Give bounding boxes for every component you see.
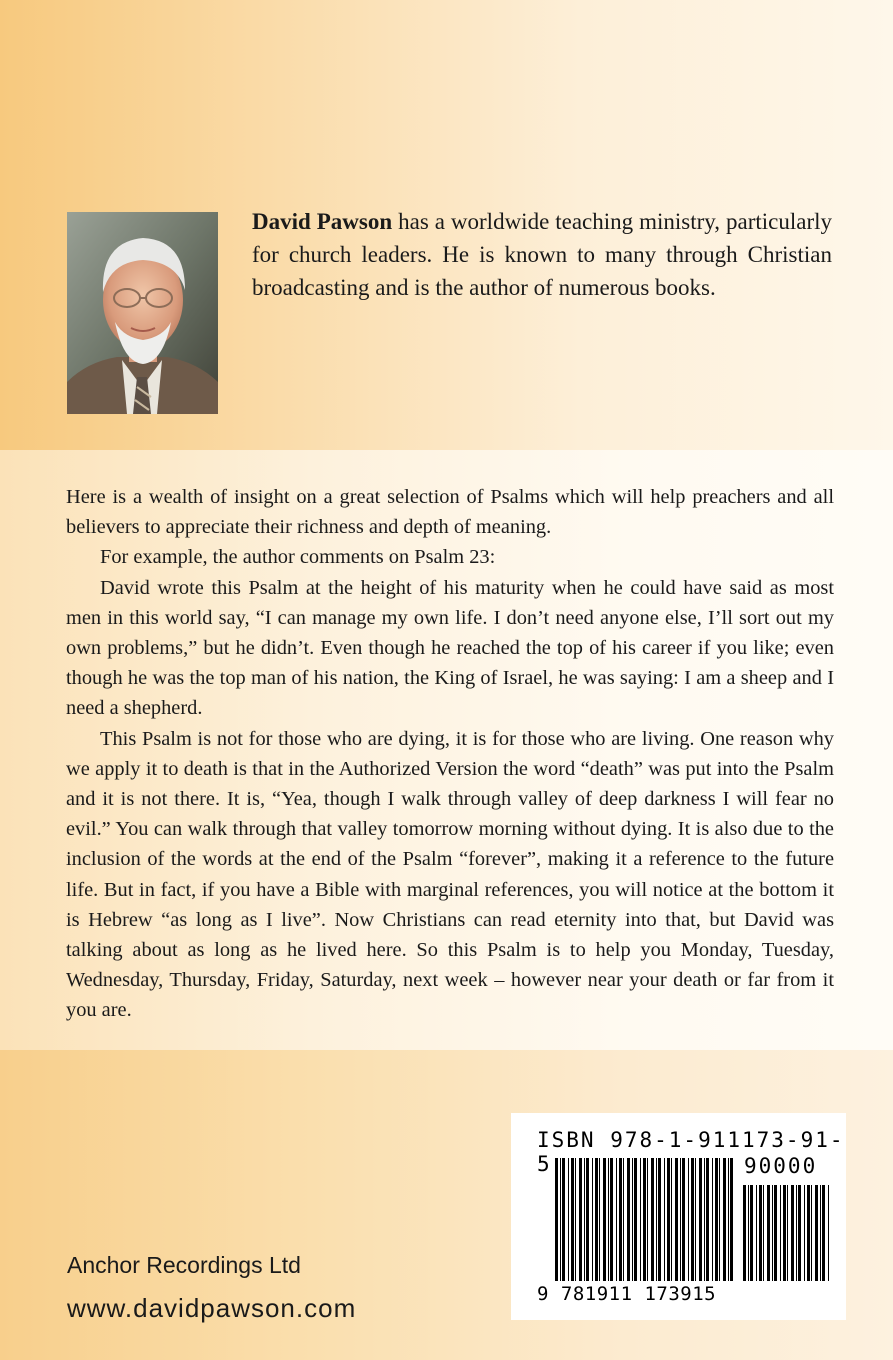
isbn-label: ISBN 978-1-911173-91-5 — [537, 1128, 845, 1176]
barcode-bar — [695, 1158, 696, 1281]
barcode-bar — [691, 1158, 694, 1281]
barcode-bar — [680, 1158, 681, 1281]
barcode-bar — [699, 1158, 702, 1281]
book-blurb — [66, 482, 834, 1026]
barcode-bar — [804, 1185, 805, 1281]
barcode-bar — [748, 1185, 749, 1281]
barcode-bar — [632, 1158, 633, 1281]
barcode-bar — [579, 1158, 582, 1281]
barcode-bar — [651, 1158, 654, 1281]
barcode-bar — [586, 1158, 589, 1281]
price-code: 90000 — [744, 1154, 818, 1178]
barcode-bar — [603, 1158, 606, 1281]
ean-digits: 9 781911 173915 — [537, 1283, 717, 1305]
publisher-name: Anchor Recordings Ltd — [67, 1252, 301, 1278]
barcode-bar — [780, 1185, 781, 1281]
barcode-bar — [619, 1158, 622, 1281]
website-url: www.davidpawson.com — [67, 1293, 357, 1323]
barcode-bar — [820, 1185, 821, 1281]
barcode-bar — [798, 1185, 801, 1281]
barcode-bar — [592, 1158, 593, 1281]
barcode-bar — [571, 1158, 574, 1281]
barcode-bar — [671, 1158, 672, 1281]
author-bio-text: has a worldwide teaching ministry, particularly for church leaders. He is known to many through Christian broadcasting and is the author of numerous books. — [252, 209, 832, 300]
barcode-bar — [584, 1158, 585, 1281]
blurb-paragraph-1: Here is a wealth of insight on a great selection of Psalms which will help preachers and all believers to appreciate their richness and depth of meaning. — [66, 486, 834, 539]
barcode-bar — [610, 1158, 613, 1281]
barcode-bar — [719, 1158, 720, 1281]
barcode-bar — [759, 1185, 762, 1281]
barcode-bar — [822, 1185, 825, 1281]
barcode-bar — [811, 1185, 812, 1281]
barcode-bar — [599, 1158, 600, 1281]
barcode-bar — [575, 1158, 576, 1281]
barcode-bar — [750, 1185, 753, 1281]
barcode-bar — [815, 1185, 818, 1281]
barcode-bar — [664, 1158, 665, 1281]
blurb-paragraph-2: For example, the author comments on Psalm 23: — [100, 546, 496, 569]
barcode-bar — [712, 1158, 713, 1281]
barcode-bar — [675, 1158, 678, 1281]
barcode-bar — [728, 1158, 729, 1281]
barcode-bar — [791, 1185, 794, 1281]
barcode-bar — [772, 1185, 773, 1281]
author-bio — [252, 205, 832, 304]
blurb-paragraph-4: This Psalm is not for those who are dying, it is for those who are living. One reason why we apply it to death is that in the Authorized Version the word “death” was put into the Psalm and it is not there. It is, “Yea, though I walk through valley of deep darkness I will fear no evil.” You can walk through that valley tomorrow morning without dying. It is also due to the inclusion of the words at the end of the Psalm “forever”, making it a reference to the future life. But in fact, if you have a Bible with marginal references, you will notice at the bottom it is Hebrew “as long as I live”. Now Christians can read eternity into that, but David was talking about as long as he lived here. So this Psalm is to help you Monday, Tuesday, Wednesday, Thursday, Friday, Saturday, next week – however near your death or far from it you are. — [66, 727, 834, 1022]
barcode-bar — [608, 1158, 609, 1281]
barcode-bar — [706, 1158, 709, 1281]
barcode-bar — [807, 1185, 810, 1281]
author-portrait-image — [67, 212, 218, 414]
barcode-bar — [730, 1158, 733, 1281]
barcode-bar — [568, 1158, 569, 1281]
barcode-bar — [667, 1158, 670, 1281]
barcode-bar — [763, 1185, 764, 1281]
barcode-bar — [796, 1185, 797, 1281]
barcode-bar — [555, 1158, 558, 1281]
barcode-bar — [643, 1158, 646, 1281]
barcode-bar — [787, 1185, 788, 1281]
barcode-bar — [616, 1158, 617, 1281]
barcode-bar — [560, 1158, 561, 1281]
barcode-bar — [774, 1185, 777, 1281]
barcode-bar — [640, 1158, 641, 1281]
barcode-bar — [715, 1158, 718, 1281]
barcode-bar — [682, 1158, 685, 1281]
isbn-barcode — [511, 1113, 846, 1320]
barcode-bar — [595, 1158, 598, 1281]
barcode-bar — [688, 1158, 689, 1281]
barcode-bar — [658, 1158, 661, 1281]
barcode-bar — [623, 1158, 624, 1281]
author-name: David Pawson — [252, 209, 393, 234]
barcode-bar — [647, 1158, 648, 1281]
barcode-bar — [756, 1185, 757, 1281]
barcode-bar — [743, 1185, 746, 1281]
barcode-bar — [828, 1185, 829, 1281]
barcode-bar — [723, 1158, 726, 1281]
barcode-bar — [634, 1158, 637, 1281]
barcode-bar — [656, 1158, 657, 1281]
barcode-bar — [562, 1158, 565, 1281]
barcode-bar — [783, 1185, 786, 1281]
barcode-bar — [627, 1158, 630, 1281]
barcode-bar — [704, 1158, 705, 1281]
author-portrait — [67, 212, 218, 414]
blurb-paragraph-3: David wrote this Psalm at the height of his maturity when he could have said as most men in this world say, “I can manage my own life. I don’t need anyone else, I’ll sort out my own problems,” but he didn’t. Even though he reached the top of his career if you like; even though he was the top man of his nation, the King of Israel, he was saying: I am a sheep and I need a shepherd. — [66, 576, 834, 720]
barcode-bar — [767, 1185, 770, 1281]
